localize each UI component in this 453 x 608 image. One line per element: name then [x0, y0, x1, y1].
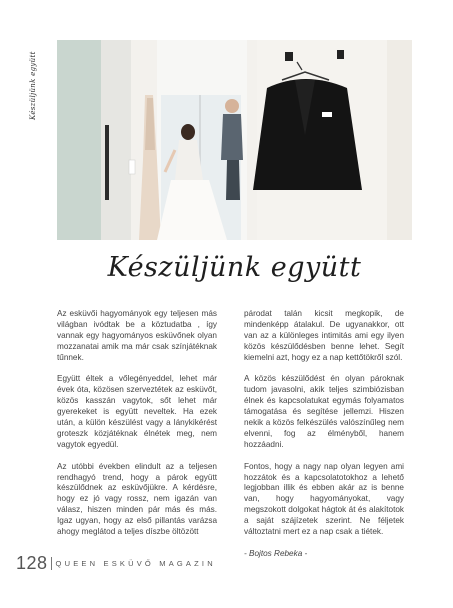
article-column-right: [244, 309, 404, 571]
paragraph: A közös készülődést én olyan pároknak tudom javasolni, akik teljes szimbiózisban élnek és kapcsolatukat egymás folyamatos támogatása és segítése jellemzi. Hiszen nekik a közös felkészülés valószínűleg nem elvenni, fog az élményből, hanem hozzáadni.: [244, 374, 404, 449]
paragraph: párodat talán kicsit megkopik, de mindenképp átalakul. De ugyanakkor, ott van az a különleges intimitás ami egy ilyen közös készülődésben benne lehet. Segít kiemelni azt, hogy ez a nap kettőtökről szól.: [244, 309, 404, 362]
article-column-left: [57, 309, 217, 549]
page-footer: [16, 553, 216, 574]
article-title: Készüljünk együtt: [107, 252, 362, 283]
paragraph: Az esküvői hagyományok egy teljesen más világban ivódtak be a köztudatba , így vannak egy hagyományos esküvőnek olyan mozzanatai amik ma már csak színjátéknak tűnnek.: [57, 309, 217, 362]
author-signature: - Bojtos Rebeka -: [244, 548, 308, 558]
paragraph: Az utóbbi években elindult az a teljesen rendhagyó trend, hogy a párok együtt készülődnek az esküvőjükre. A kérdésre, hogy ez jó vagy rossz, nem igazán van válasz, hiszen minden pár más és más. Igaz ugyan, hogy az első pillantás varázsa ahogy meglátod a teljes díszbe öltözött: [57, 461, 217, 537]
magazine-name: QUEEN ESKÜVŐ MAGAZIN: [55, 559, 216, 568]
page-number: 128: [16, 553, 48, 573]
wedding-preparation-photo: [57, 40, 412, 240]
paragraph: Együtt éltek a vőlegényeddel, lehet már évek óta, közösen szerveztétek az esküvőt, közös kasszán vagytok, sőt lehet már gyerekeket is együtt neveltek. Ha ezek után, a külön készülést vagy a lánykikérést groteszk közjátéknak élnétek meg, nem vagytok egyedül.: [57, 374, 217, 449]
paragraph: Fontos, hogy a nagy nap olyan legyen ami hozzátok és a kapcsolatotokhoz a lehető legjobban illik és ebben akár az is benne van, hogy hagyományokat, vagy megszokott dolgokat hágtok át és alakítotok a saját szájízetek szerint. Ne féljetek változtatni mert ez a nap csak a tiétek.: [244, 461, 404, 537]
section-side-label: Készüljünk együtt: [29, 51, 37, 120]
feature-photo: [57, 40, 412, 240]
footer-divider: [51, 557, 52, 570]
